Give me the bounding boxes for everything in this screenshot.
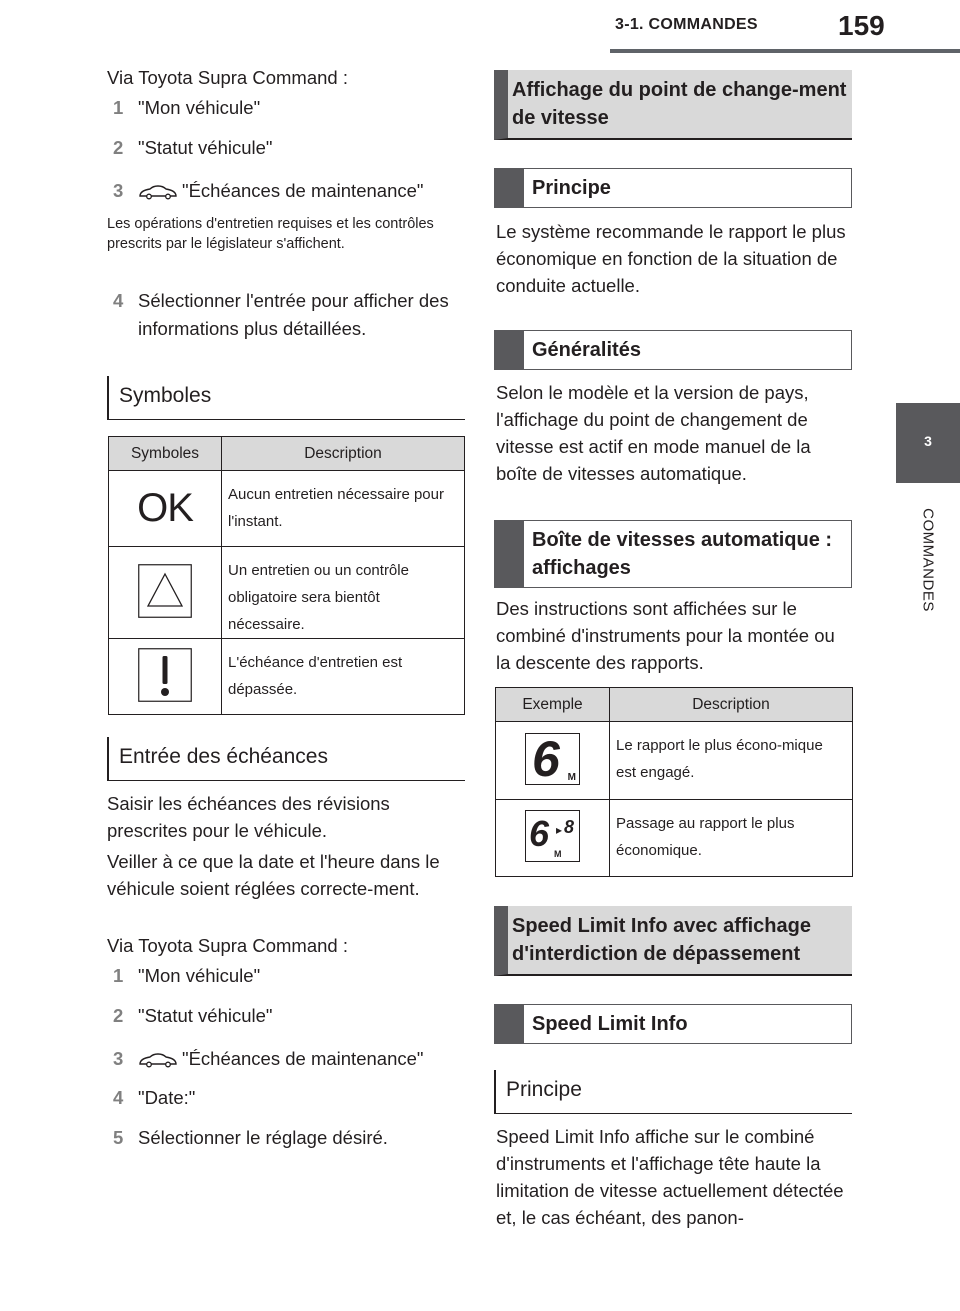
table-row	[496, 800, 853, 877]
gear-digit: 6	[529, 813, 550, 854]
step-number: 1	[113, 965, 124, 986]
heading-principe: Principe	[494, 168, 852, 208]
paragraph: Le système recommande le rapport le plus économique en fonction de la situation de conduite actuelle.	[496, 221, 846, 296]
description-cell: Un entretien ou un contrôle obligatoire sera bientôt nécessaire.	[222, 547, 465, 639]
step-3	[113, 1045, 423, 1072]
step-text: "Statut véhicule"	[138, 137, 273, 158]
step-number: 1	[113, 97, 124, 118]
table-row	[109, 471, 465, 547]
description-cell: Le rapport le plus écono-mique est engagé.	[610, 722, 853, 800]
via-text-2: Via Toyota Supra Command :	[107, 935, 348, 956]
symbol-cell	[109, 471, 222, 547]
step-number: 4	[113, 1087, 124, 1108]
step-number: 4	[113, 290, 124, 311]
step-1	[113, 962, 260, 989]
page-number: 159	[838, 10, 885, 41]
gear-mode: M	[554, 849, 562, 859]
step-number: 3	[113, 180, 124, 201]
step-number: 2	[113, 137, 124, 158]
symbol-cell	[109, 547, 222, 639]
description-cell: Aucun entretien nécessaire pour l'instant.	[222, 471, 465, 547]
paragraph: Veiller à ce que la date et l'heure dans le véhicule soient réglées correcte-ment.	[107, 851, 440, 899]
section-title: 3-1. COMMANDES	[615, 16, 758, 33]
gear-table	[495, 687, 853, 877]
step-number: 2	[113, 1005, 124, 1026]
heading-generalites: Généralités	[494, 330, 852, 370]
example-cell	[496, 722, 610, 800]
step-5	[113, 1124, 388, 1151]
maintenance-note: Les opérations d'entretien requises et les contrôles prescrits par le législateur s'affichent.	[107, 216, 434, 252]
heading-speed-limit-info: Speed Limit Info	[494, 1004, 852, 1044]
paragraph: Des instructions sont affichées sur le combiné d'instruments pour la montée ou la descente des rapports.	[496, 598, 835, 673]
example-cell	[496, 800, 610, 877]
via-text-1: Via Toyota Supra Command :	[107, 67, 348, 88]
ok-symbol: OK	[137, 486, 193, 530]
target-gear: 8	[564, 817, 575, 837]
step-4	[113, 287, 458, 343]
paragraph: Selon le modèle et la version de pays, l'affichage du point de changement de vitesse est actif en mode manuel de la boîte de vitesses automatique.	[496, 382, 811, 484]
step-text: "Mon véhicule"	[138, 965, 261, 986]
symbols-heading: Symboles	[107, 376, 465, 420]
heading-speed-limit: Speed Limit Info avec affichage d'interdiction de dépassement	[494, 906, 852, 976]
table-header: Description	[610, 688, 853, 722]
table-row	[109, 639, 465, 715]
table-header: Symboles	[109, 437, 222, 471]
chapter-label: COMMANDES	[919, 508, 937, 612]
description-cell: L'échéance d'entretien est dépassée.	[222, 639, 465, 715]
step-4	[113, 1084, 195, 1111]
symbols-table	[108, 436, 465, 715]
gear-shift-icon	[525, 810, 580, 862]
step-text: "Statut véhicule"	[138, 1005, 273, 1026]
step-text: "Échéances de maintenance"	[182, 180, 424, 201]
chapter-number: 3	[924, 433, 932, 449]
step-text: "Mon véhicule"	[138, 97, 261, 118]
table-header: Description	[222, 437, 465, 471]
arrow-right-icon: ▸	[556, 823, 563, 837]
exclamation-icon	[138, 648, 192, 702]
gear-mode: M	[567, 771, 576, 783]
chapter-tab[interactable]	[896, 403, 960, 483]
gear-display-icon	[525, 730, 580, 787]
step-2	[113, 134, 273, 161]
heading-gearbox: Boîte de vitesses automatique : affichages	[494, 520, 852, 588]
step-text: "Échéances de maintenance"	[182, 1048, 424, 1069]
table-row	[496, 722, 853, 800]
step-2	[113, 1002, 273, 1029]
paragraph: Saisir les échéances des révisions prescrites pour le véhicule.	[107, 793, 390, 841]
warning-triangle-icon	[138, 564, 192, 618]
step-1	[113, 94, 260, 121]
step-text: "Date:"	[138, 1087, 196, 1108]
table-row	[109, 547, 465, 639]
header-rule	[610, 49, 960, 53]
car-icon	[138, 1050, 178, 1068]
step-number: 3	[113, 1048, 124, 1069]
step-number: 5	[113, 1127, 124, 1148]
entry-heading: Entrée des échéances	[107, 737, 465, 781]
step-text: Sélectionner le réglage désiré.	[138, 1127, 388, 1148]
step-3	[113, 177, 423, 204]
table-header: Exemple	[496, 688, 610, 722]
heading-shift-point: Affichage du point de change-ment de vitesse	[494, 70, 852, 140]
subheading-principe: Principe	[494, 1070, 852, 1114]
step-text: Sélectionner l'entrée pour afficher des informations plus détaillées.	[138, 290, 449, 339]
car-icon	[138, 182, 178, 200]
gear-digit: 6	[532, 730, 560, 787]
paragraph: Speed Limit Info affiche sur le combiné d'instruments et l'affichage tête haute la limitation de vitesse actuellement détectée et, le cas échéant, des panon-	[496, 1126, 844, 1228]
symbol-cell	[109, 639, 222, 715]
description-cell: Passage au rapport le plus économique.	[610, 800, 853, 877]
